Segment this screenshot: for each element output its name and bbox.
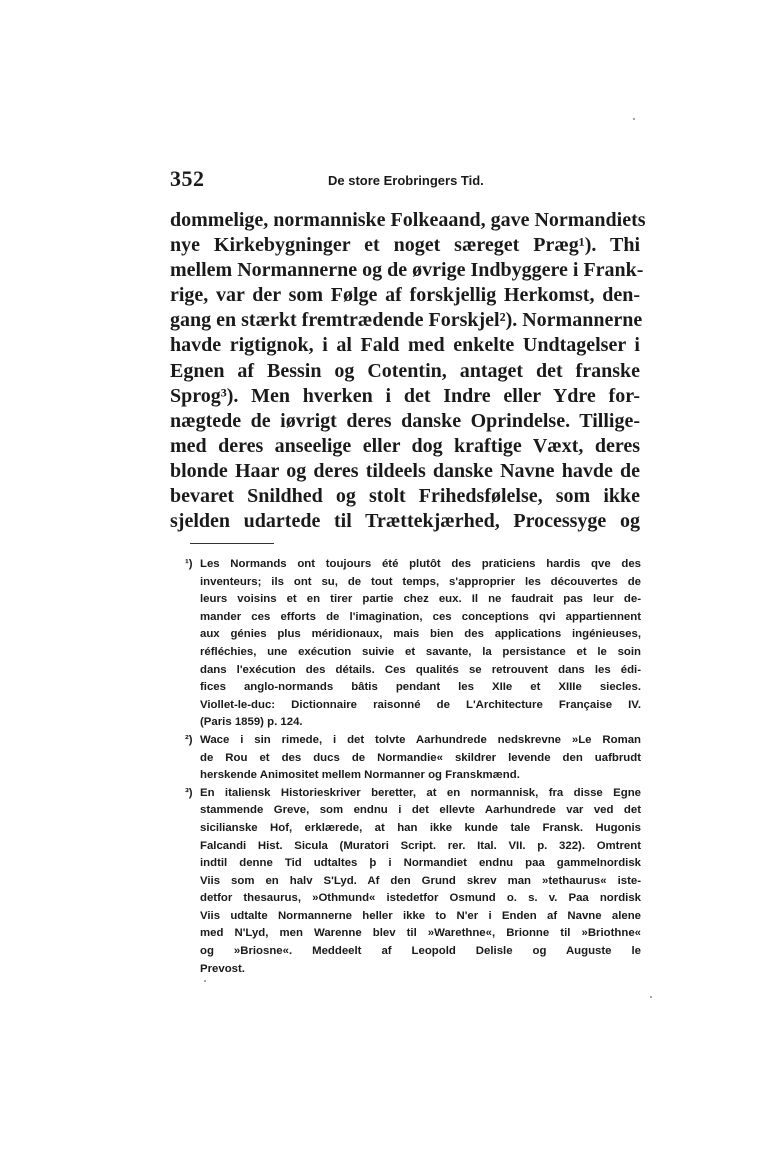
footnote-2-line (185, 732, 641, 750)
text-line: Sprog³). Men hverken i det Indre eller Ydre for- (170, 384, 640, 407)
text-line: bevaret Snildhed og stolt Frihedsfølelse, som ikke (170, 485, 640, 508)
text-line: sjelden udartede til Trættekjærhed, Processyge og (170, 510, 640, 533)
paper-speck (204, 980, 206, 982)
footnote-3-line: og »Briosne«. Meddeelt af Leopold Delisle og Auguste le (200, 945, 641, 958)
footnote-3-line: indtil denne Tid udtaltes þ i Normandiet endnu paa gammelnordisk (200, 857, 641, 870)
footnote-text: En italiensk Historieskriver beretter, at en normannisk, fra disse Egne (200, 786, 641, 799)
footnote-marker: ²) (185, 733, 193, 746)
page-number: 352 (170, 166, 205, 191)
text-line: havde rigtignok, i al Fald med enkelte Undtagelser i (170, 334, 640, 357)
footnote-2-line: herskende Animositet mellem Normanner og Franskmænd. (200, 769, 520, 782)
footnote-marker: ³) (185, 786, 193, 799)
text-line: dommelige, normanniske Folkeaand, gave Normandiets (170, 209, 646, 231)
footnote-3-line (185, 785, 641, 803)
footnote-1-line: réfléchies, une exécution suivie et savante, la persistance et le soin (200, 645, 641, 658)
text-line: Egnen af Bessin og Cotentin, antaget det franske (170, 359, 640, 382)
footnote-1-line: mander ces efforts de l'imagination, ces conceptions qvi appartiennent (200, 610, 641, 623)
footnote-3-line: Viis som en halv S'Lyd. Af den Grund skrev man »tethaurus« iste- (200, 874, 641, 887)
footnote-3-line: Falcandi Hist. Sicula (Muratori Script. rer. Ital. VII. p. 322). Omtrent (200, 839, 641, 852)
footnote-separator (190, 543, 274, 544)
footnote-2-line: de Rou et des ducs de Normandie« skildrer levende den uafbrudt (200, 751, 641, 764)
running-head: De store Erobringers Tid. (328, 173, 484, 188)
footnote-3-line: Viis udtalte Normannerne heller ikke to N'er i Enden af Navne alene (200, 909, 641, 922)
footnote-1-line: fices anglo-normands bâtis pendant les XIIe et XIIIe siecles. (200, 681, 641, 694)
footnote-text: Wace i sin rimede, i det tolvte Aarhundrede nedskrevne »Le Roman (200, 733, 641, 746)
main-text (170, 208, 646, 534)
footnote-3-line: stammende Greve, som endnu i det ellevte Aarhundrede var ved det (200, 804, 641, 817)
footnote-3-line: Prevost. (200, 962, 245, 975)
text-line: mellem Normannerne og de øvrige Indbyggere i Frank- (170, 259, 644, 282)
footnote-1-line: Viollet-le-duc: Dictionnaire raisonné de L'Architecture Française IV. (200, 698, 641, 711)
footnote-1-line: (Paris 1859) p. 124. (200, 716, 303, 729)
text-line: blonde Haar og deres tildeels danske Navne havde de (170, 459, 640, 482)
footnote-3-line: detfor thesaurus, »Othmund« istedetfor Osmund o. s. v. Paa nordisk (200, 892, 641, 905)
text-line: rige, var der som Følge af forskjellig Herkomst, den- (170, 284, 640, 307)
footnote-1-line: dans l'exécution des détails. Ces qualités se retrouvent dans les édi- (200, 663, 641, 676)
paper-speck (650, 996, 652, 998)
text-line: nye Kirkebygninger et noget særeget Præg¹). Thi (170, 234, 640, 257)
footnote-3-line: sicilianske Hof, erklærede, at han ikke kunde tale Fransk. Hugonis (200, 821, 641, 834)
footnote-marker: ¹) (185, 558, 193, 570)
page-header (170, 166, 640, 192)
footnote-1-line: leurs voisins et en tirer partie chez eux. Il ne faudrait pas leur de- (200, 593, 641, 606)
footnotes (185, 556, 641, 978)
footnote-1-line: inventeurs; ils ont su, de tout temps, s'approprier les découvertes de (200, 575, 641, 588)
text-line: gang en stærkt fremtrædende Forskjel²). Normannerne (170, 309, 643, 332)
text-line: med deres anseelige eller dog kraftige Væxt, deres (170, 434, 640, 457)
footnote-3-line: med N'Lyd, men Warenne blev til »Warethne«, Brionne til »Briothne« (200, 927, 641, 940)
footnote-1-line (185, 556, 641, 574)
footnote-1-line: aux génies plus méridionaux, mais bien des applications ingénieuses, (200, 628, 641, 641)
footnote-text: Les Normands ont toujours été plutôt des praticiens hardis qve des (200, 558, 641, 570)
paper-speck (633, 118, 635, 120)
text-line: nægtede de iøvrigt deres danske Oprindelse. Tillige- (170, 409, 640, 432)
